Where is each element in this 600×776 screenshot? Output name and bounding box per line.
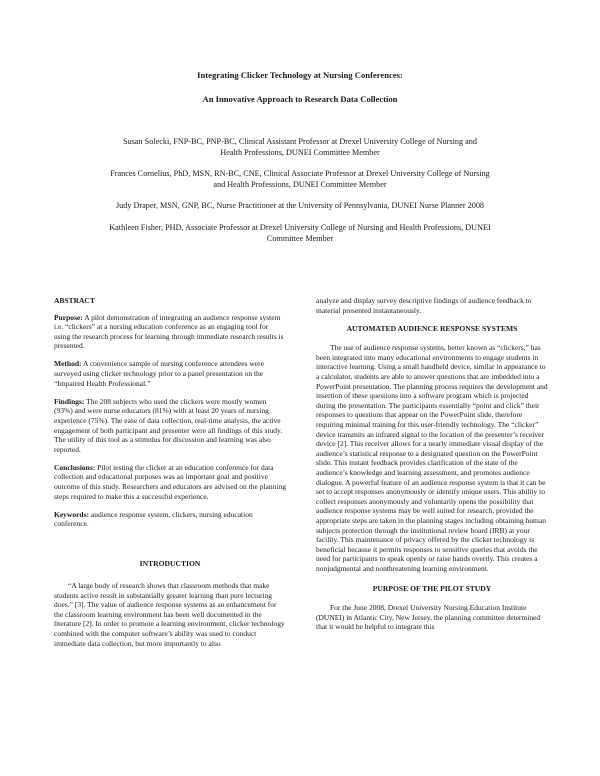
- abstract-findings: [54, 397, 286, 455]
- conclusions-label: Conclusions:: [54, 462, 96, 472]
- abstract-conclusions: [54, 463, 286, 501]
- ars-heading: AUTOMATED AUDIENCE RESPONSE SYSTEMS: [346, 323, 518, 333]
- continuation-text: analyze and display survey descriptive findings of audience feedback to material presented instantaneously.: [316, 296, 532, 315]
- method-text: A convenience sample of nursing conference attendees were surveyed using clicker technology prior to a panel presentation on the “Impaired Health Professional.”: [54, 359, 264, 388]
- paper-title-line-2: An Innovative Approach to Research Data Collection: [202, 94, 398, 104]
- purpose-text: A pilot demonstration of integrating an audience response system i.e. “clickers” at a nursing education conference as an engaging tool for using the research process for learning through immediate research results is presented.: [54, 312, 284, 351]
- keywords-text: audience response system, clickers, nursing education conference.: [54, 509, 253, 529]
- keywords-label: Keywords:: [54, 509, 89, 519]
- pilot-study-text: For the June 2008, Drexel University Nursing Education Institute (DUNEI) in Atlantic City, New Jersey, the planning committee determined that it would be helpful to integrate this: [316, 603, 541, 632]
- abstract-keywords: [54, 510, 286, 529]
- findings-label: Findings:: [54, 396, 85, 406]
- author-4: Kathleen Fisher, PHD, Associate Professor at Drexel University College of Nursing and Health Professions, DUNEI Committee Member: [109, 223, 491, 243]
- abstract-method: [54, 359, 286, 388]
- introduction-text: “A large body of research shows that classroom methods that make students active result in substantially greater learning than pure lecturing does.” [3]. The value of audience response systems as an enhancement for the classroom learning environment has been well documented in the literature [2]. In order to promote a learning environment, clicker technology combined with the computer software’s ability was used to conduct immediate data collection, but more importantly to also: [54, 580, 285, 648]
- abstract-purpose: [54, 313, 286, 351]
- introduction-heading: INTRODUCTION: [139, 559, 201, 569]
- author-3: Judy Draper, MSN, GNP, BC, Nurse Practitioner at the University of Pennsylvania, DUNEI Nurse Planner 2008: [115, 201, 485, 210]
- author-2: Frances Cornelius, PhD, MSN, RN-BC, CNE, Clinical Associate Professor at Drexel University College of Nursing and Health Professions, DUNEI Committee Member: [110, 169, 490, 189]
- author-1: Susan Solecki, FNP-BC, PNP-BC, Clinical Assistant Professor at Drexel University College of Nursing and Health Professions, DUNEI Committee Member: [123, 137, 477, 157]
- findings-text: The 208 subjects who used the clickers were mostly women (93%) and were nurse educators (81%) with at least 20 years of nursing experience (75%). The ease of data collection, real-time analysis, the active engagement of both participant and presenter were all findings of this study. The utility of this tool as a stimulus for discussion and learning was also reported.: [54, 396, 283, 454]
- left-column: [54, 296, 286, 657]
- conclusions-text: Pilot testing the clicker at an education conference for data collection and educational purposes was an important goal and positive outcome of this study. Researchers and educators are advised on the planning steps required to make this a successful experience.: [54, 462, 286, 501]
- method-label: Method:: [54, 359, 82, 369]
- right-column: [316, 296, 548, 640]
- ars-text: The use of audience response systems, better known as “clickers,” has been integrated into many educational environments to engage students in interactive learning. Using a small handheld device, similar in appearance to a calculator, students are able to answer questions that are imbedded into a PowerPoint presentation. The planning process requires the development and insertion of these questions into a software program which is projected during the presentation. The participants essentially “point and click” their responses to questions that appear on the PowerPoint slide, therefore requiring minimal training for this user-friendly technology. The “clicker” device transmits an infrared signal to the location of the presenter’s receiver device [2]. This receiver allows for a nearly immediate visual display of the audience’s statistical response to a designated question on the PowerPoint slide. This instant feedback provides clarification of the state of the audience’s knowledge and learning assessment, and promotes audience dialogue. A powerful feature of an audience response system is that it can be set to accept responses anonymously or identify unique users. This ability to collect responses anonymously and voluntarily opens the possibility that audience response systems may be well suited for research, provided the appropriate steps are taken in the planning stages including obtaining human subjects protection through the institutional review board (IRB) at your facility. This maintenance of privacy offered by the clicker technology is beneficial because it permits responses to sensitive queries that avoids the need for participants to speak openly or raise hands overtly. This creates a nonjudgmental and nonthreatening learning environment.: [316, 343, 548, 573]
- pilot-study-heading: PURPOSE OF THE PILOT STUDY: [372, 583, 492, 593]
- paper-title-line-1: Integrating Clicker Technology at Nursing Conferences:: [197, 70, 403, 80]
- abstract-heading: ABSTRACT: [54, 296, 95, 305]
- purpose-label: Purpose:: [54, 312, 83, 322]
